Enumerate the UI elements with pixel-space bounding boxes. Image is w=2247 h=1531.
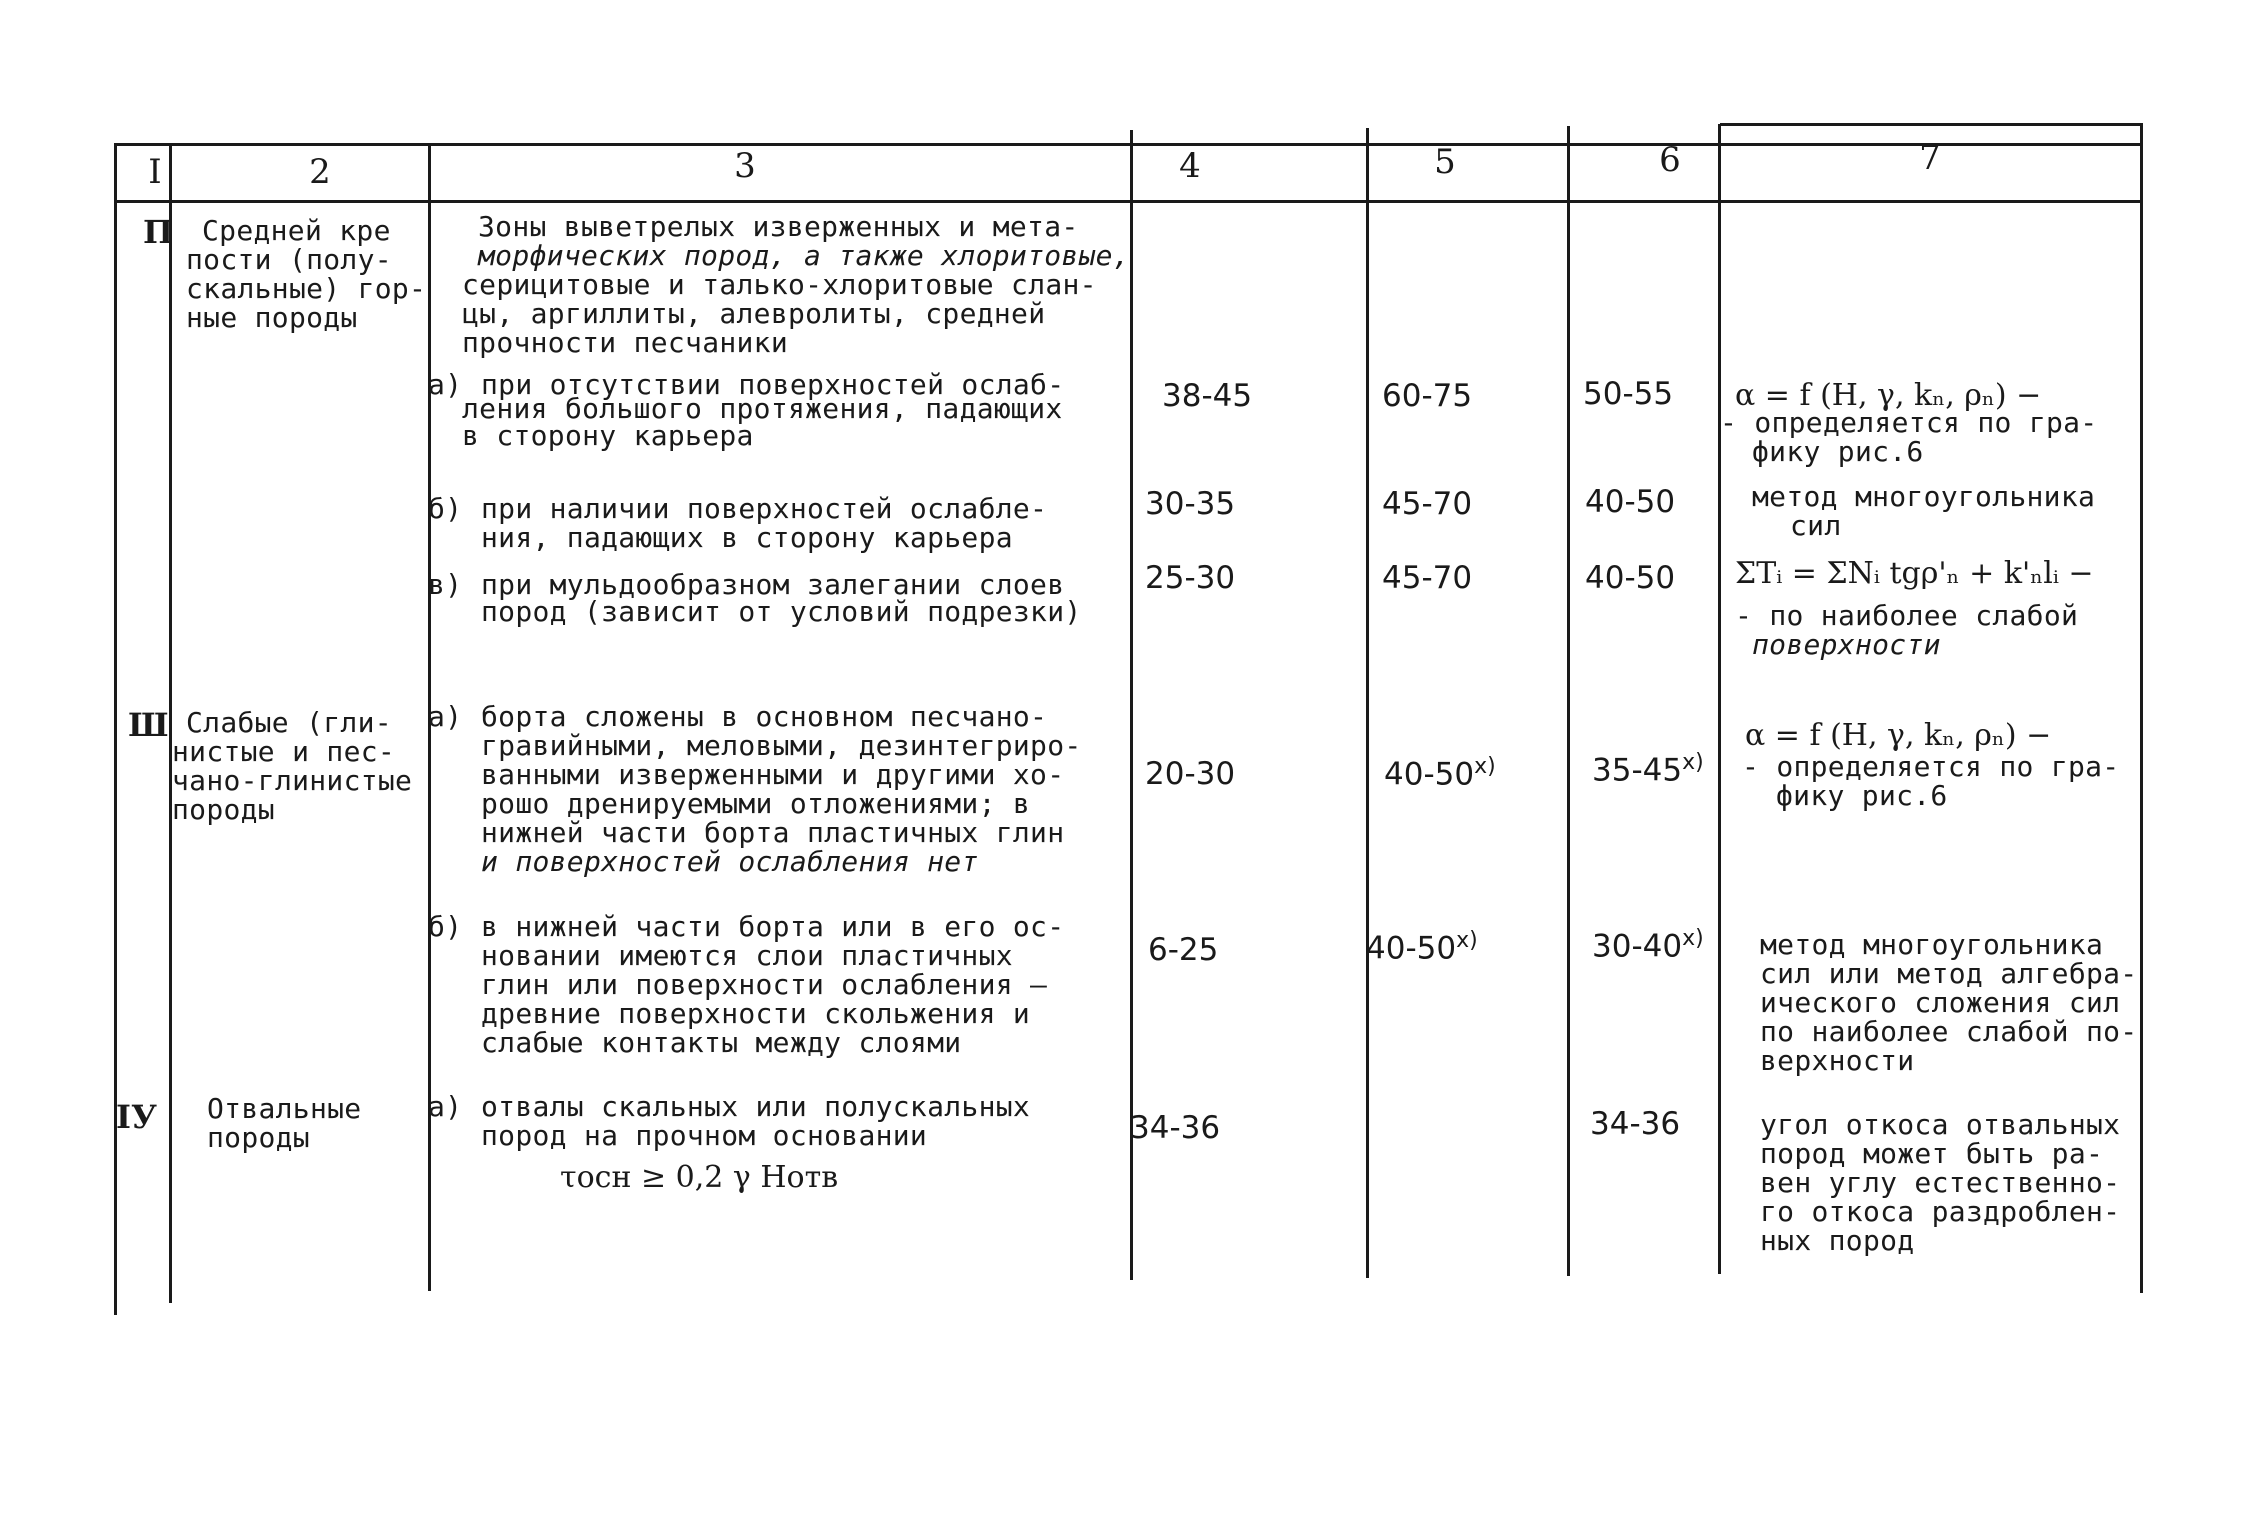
category-line: чано-глинистые [172, 764, 413, 797]
row-number: Ш [128, 706, 169, 744]
sub-mark: б) [428, 910, 463, 943]
category-line: нистые и пес- [172, 735, 396, 768]
value-col6: 40-50 [1585, 560, 1676, 596]
description-line: и поверхностей ослабления нет [481, 845, 979, 878]
method-line: - по наиболее слабой [1735, 599, 2079, 632]
method-line: - определяется по гра- [1720, 406, 2098, 439]
row-number: П [143, 213, 174, 251]
col-line-5 [1567, 126, 1570, 1276]
category-line: Отвальные [207, 1092, 362, 1125]
description-line: морфических пород, а также хлоритовые, [478, 239, 1130, 272]
description-line: в сторону карьера [462, 419, 754, 452]
description-line: пород (зависит от условий подрезки) [481, 595, 1082, 628]
sub-mark: а) [428, 368, 463, 401]
value-col5: 45-70 [1382, 560, 1473, 596]
value-col6: 34-36 [1590, 1106, 1681, 1142]
category-line: Слабые (гли- [186, 706, 392, 739]
description-line: слабые контакты между слоями [481, 1026, 962, 1059]
method-line: го откоса раздроблен- [1760, 1195, 2121, 1228]
col-line-6 [1718, 124, 1721, 1274]
description-line: рошо дренируемыми отложениями; в [481, 787, 1031, 820]
formula: α = f (H, γ, kₙ, ρₙ) − [1745, 718, 2052, 753]
header-col-5: 5 [1434, 142, 1456, 182]
method-line: - определяется по гра- [1742, 750, 2120, 783]
col-line-4 [1366, 128, 1369, 1278]
description-line: нижней части борта пластичных глин [481, 816, 1065, 849]
method-line: ического сложения сил [1760, 986, 2121, 1019]
value-col5: 40-50$^{x)}$ [1384, 754, 1496, 793]
method-line: фику рис.6 [1752, 435, 1924, 468]
value-col4: 20-30 [1145, 756, 1236, 792]
description-line: при мульдообразном залегании слоев [481, 568, 1065, 601]
description-line: прочности песчаники [462, 326, 788, 359]
value-col4: 6-25 [1148, 932, 1219, 968]
method-line: сил или метод алгебра- [1760, 957, 2138, 990]
sub-mark: б) [428, 492, 463, 525]
description-line: в нижней части борта или в его ос- [481, 910, 1065, 943]
formula: α = f (H, γ, kₙ, ρₙ) − [1735, 378, 2042, 413]
category-line: породы [207, 1121, 310, 1154]
description-line: при отсутствии поверхностей ослаб- [481, 368, 1065, 401]
description-line: цы, аргиллиты, алевролиты, средней [462, 297, 1046, 330]
value-col4: 30-35 [1145, 486, 1236, 522]
header-col-6: 6 [1659, 140, 1681, 180]
value-col6: 35-45$^{x)}$ [1592, 750, 1704, 789]
description-line: новании имеются слои пластичных [481, 939, 1013, 972]
method-line: вен углу естественно- [1760, 1166, 2121, 1199]
description-line: гравийными, меловыми, дезинтегриро- [481, 729, 1082, 762]
description-line: Зоны выветрелых изверженных и мета- [478, 210, 1079, 243]
col-line-7 [2140, 123, 2143, 1293]
description-line: борта сложены в основном песчано- [481, 700, 1048, 733]
value-col4: 34-36 [1130, 1110, 1221, 1146]
method-line: верхности [1760, 1044, 1915, 1077]
description-line: серицитовые и талько-хлоритовые слан- [462, 268, 1097, 301]
description-line: древние поверхности скольжения и [481, 997, 1031, 1030]
method-line: фику рис.6 [1776, 779, 1948, 812]
category-line: скальные) гор- [186, 272, 427, 305]
description-line: при наличии поверхностей ослабле- [481, 492, 1048, 525]
value-col6: 40-50 [1585, 484, 1676, 520]
formula: ΣTᵢ = ΣNᵢ tgρ'ₙ + k'ₙlᵢ − [1735, 556, 2094, 591]
method-line: поверхности [1752, 628, 1941, 661]
description-line: ния, падающих в сторону карьера [481, 521, 1013, 554]
col-line-3 [1130, 130, 1133, 1280]
category-line: пости (полу- [186, 243, 392, 276]
value-col6: 30-40$^{x)}$ [1592, 926, 1704, 965]
value-col5: 40-50$^{x)}$ [1366, 928, 1478, 967]
description-line: отвалы скальных или полускальных [481, 1090, 1031, 1123]
header-col-1: I [148, 152, 162, 192]
sub-mark: в) [428, 568, 463, 601]
row-number: IУ [116, 1098, 157, 1136]
method-line: пород может быть ра- [1760, 1137, 2104, 1170]
method-line: угол откоса отвальных [1760, 1108, 2121, 1141]
description-line: ления большого протяжения, падающих [462, 392, 1063, 425]
sub-mark: а) [428, 700, 463, 733]
col-line-1 [169, 143, 172, 1303]
method-line: сил [1790, 509, 1842, 542]
value-col5: 60-75 [1382, 378, 1473, 414]
header-bottom-border [116, 200, 2142, 203]
method-line: метод многоугольника [1760, 928, 2104, 961]
condition-formula: τосн ≥ 0,2 γ Hотв [560, 1160, 839, 1195]
sub-mark: а) [428, 1090, 463, 1123]
header-col-2: 2 [309, 152, 331, 192]
category-line: породы [172, 793, 275, 826]
method-line: метод многоугольника [1752, 480, 2096, 513]
description-line: ванными изверженными и другими хо- [481, 758, 1065, 791]
col-line-0 [114, 143, 117, 1315]
header-col-7: 7 [1919, 138, 1941, 178]
value-col6: 50-55 [1583, 376, 1674, 412]
method-line: по наиболее слабой по- [1760, 1015, 2138, 1048]
category-line: Средней кре [202, 214, 391, 247]
table-top-border [116, 143, 2142, 146]
category-line: ные породы [186, 301, 358, 334]
method-line: ных пород [1760, 1224, 1915, 1257]
header-col-3: 3 [734, 146, 756, 186]
value-col4: 38-45 [1162, 378, 1253, 414]
description-line: пород на прочном основании [481, 1119, 928, 1152]
table-top-border-right [1720, 123, 2142, 126]
value-col5: 45-70 [1382, 486, 1473, 522]
value-col4: 25-30 [1145, 560, 1236, 596]
header-col-4: 4 [1179, 146, 1201, 186]
description-line: глин или поверхности ослабления – [481, 968, 1048, 1001]
